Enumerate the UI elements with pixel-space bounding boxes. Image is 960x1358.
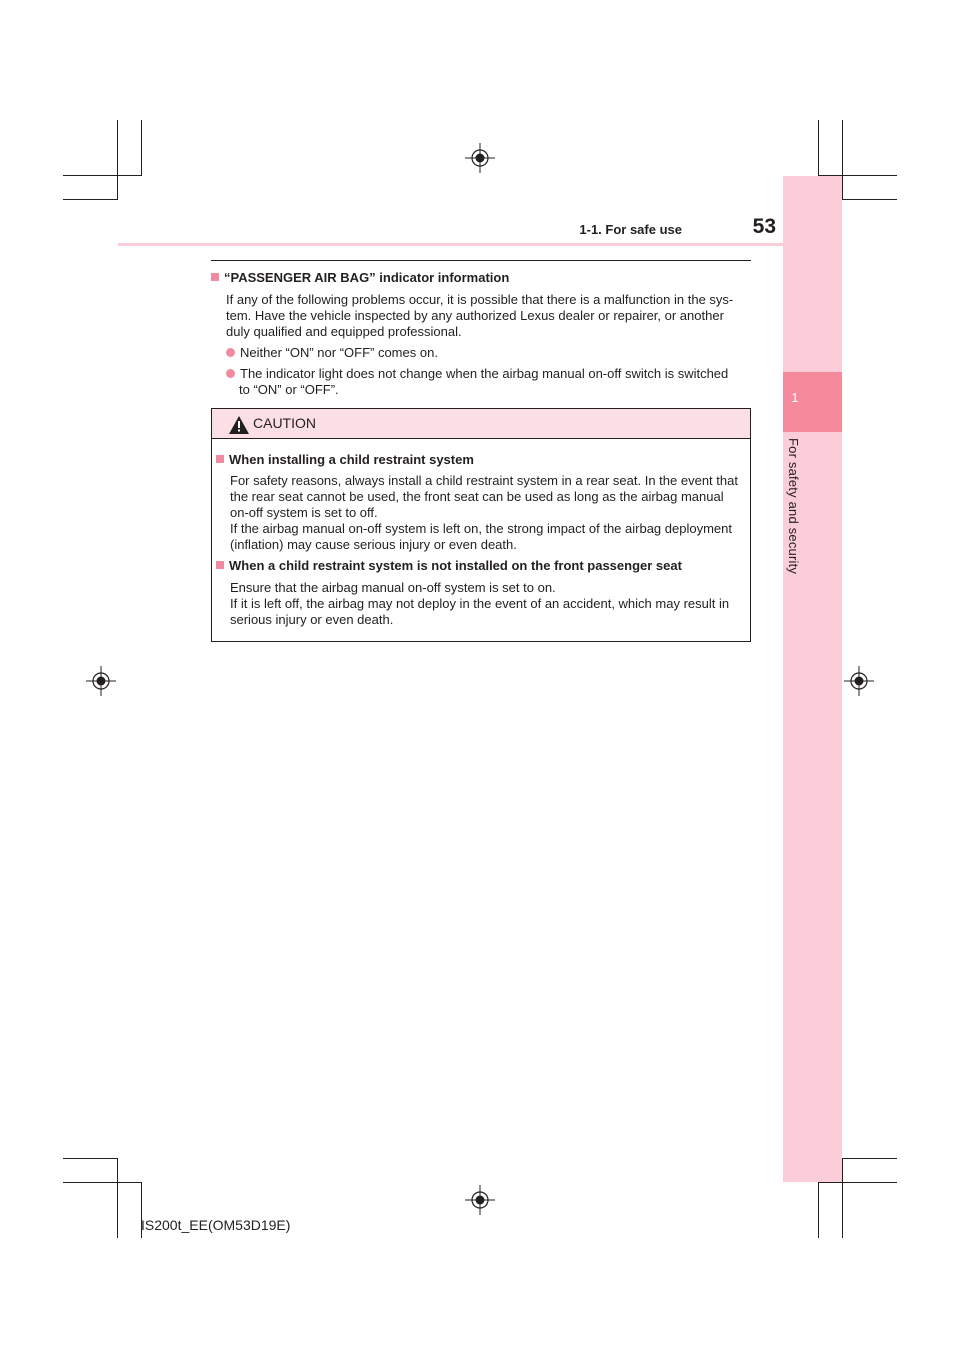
registration-mark-icon [465, 143, 495, 173]
text-line: If the airbag manual on-off system is left on, the strong impact of the airbag deployment [230, 521, 732, 536]
crop-mark [141, 120, 142, 175]
section-heading: “PASSENGER AIR BAG” indicator information [211, 270, 509, 285]
section-rule [211, 260, 751, 261]
crop-mark [842, 1158, 897, 1159]
text-line: (inflation) may cause serious injury or even death. [230, 537, 517, 552]
crop-mark [842, 1158, 843, 1238]
square-bullet-icon [216, 561, 224, 569]
text-line: duly qualified and equipped professional. [226, 324, 462, 339]
crop-mark [63, 1182, 142, 1183]
caution-item-heading: When a child restraint system is not installed on the front passenger seat [216, 558, 682, 573]
text-line: If any of the following problems occur, it is possible that there is a malfunction in the sys- [226, 292, 734, 307]
text-line: tem. Have the vehicle inspected by any authorized Lexus dealer or repairer, or another [226, 308, 724, 323]
crop-mark [63, 175, 142, 176]
crop-mark [117, 120, 118, 200]
crop-mark [818, 1182, 897, 1183]
caution-box [211, 408, 751, 642]
square-bullet-icon [216, 455, 224, 463]
crop-mark [63, 1158, 118, 1159]
chapter-title: For safety and security [786, 438, 801, 575]
section-intro [226, 292, 746, 340]
document-code: IS200t_EE(OM53D19E) [141, 1217, 291, 1233]
bullet-item: The indicator light does not change when the airbag manual on-off switch is switched to “ON” or “OFF”. [226, 366, 751, 398]
registration-mark-icon [465, 1185, 495, 1215]
crop-mark [842, 199, 897, 200]
crop-mark [818, 1182, 819, 1238]
caution-item-heading: When installing a child restraint system [216, 452, 474, 467]
text-line: For safety reasons, always install a child restraint system in a rear seat. In the event that [230, 473, 738, 488]
crop-mark [818, 120, 819, 175]
text-line: on-off system is set to off. [230, 505, 378, 520]
crop-mark [63, 199, 118, 200]
page-number: 53 [752, 215, 776, 238]
header-divider [118, 243, 842, 246]
chapter-side-tab [783, 176, 842, 1182]
text-line: If it is left off, the airbag may not deploy in the event of an accident, which may result in [230, 596, 730, 611]
bullet-item: Neither “ON” nor “OFF” comes on. [226, 345, 751, 361]
caution-header [212, 409, 750, 439]
square-bullet-icon [211, 273, 219, 281]
chapter-number: 1 [791, 390, 799, 405]
warning-triangle-icon [229, 416, 249, 434]
round-bullet-icon [226, 369, 235, 378]
round-bullet-icon [226, 348, 235, 357]
registration-mark-icon [86, 666, 116, 696]
text-line: Ensure that the airbag manual on-off system is set to on. [230, 580, 556, 595]
text-line: serious injury or even death. [230, 612, 394, 627]
caution-label: CAUTION [253, 415, 316, 431]
caution-item-text [230, 580, 742, 628]
crop-mark [842, 120, 843, 200]
registration-mark-icon [844, 666, 874, 696]
caution-item-text [230, 473, 742, 553]
text-line: to “ON” or “OFF”. [239, 382, 339, 397]
crop-mark [117, 1158, 118, 1238]
text-line: the rear seat cannot be used, the front seat can be used as long as the airbag manual [230, 489, 724, 504]
section-title: 1-1. For safe use [579, 222, 682, 237]
